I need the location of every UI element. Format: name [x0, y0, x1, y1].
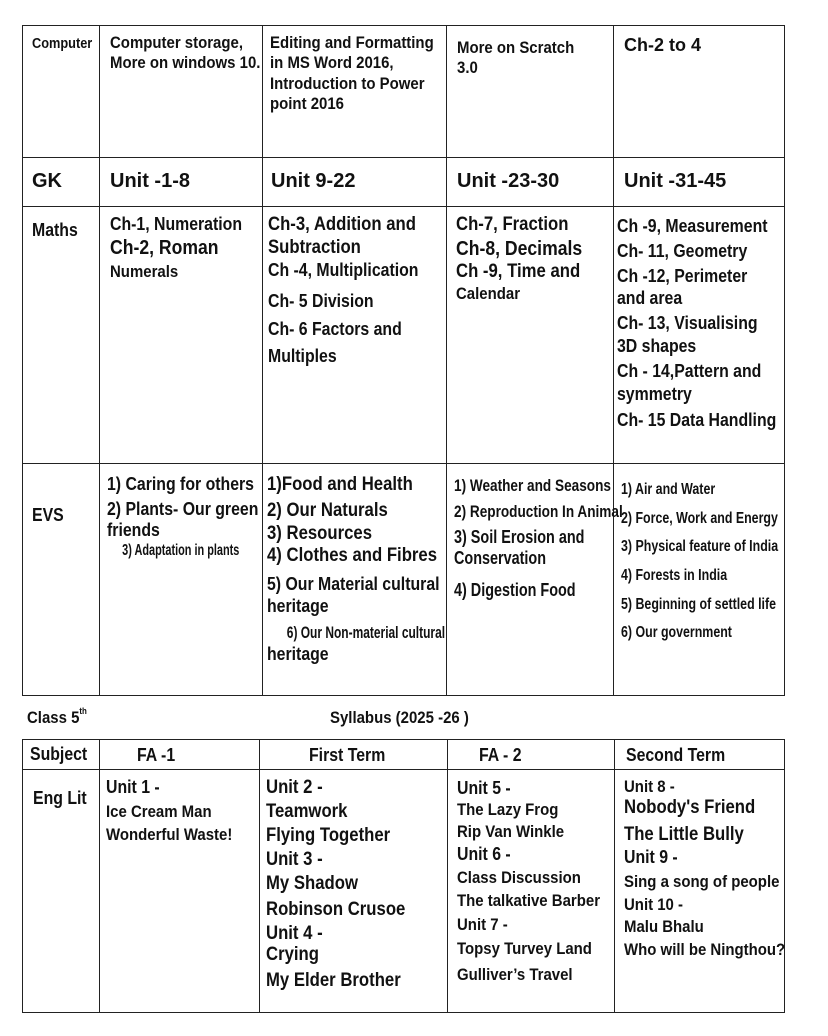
computer-subject: Computer	[32, 36, 93, 52]
maths-col2	[268, 214, 418, 368]
list-item: 3) Physical feature of India	[621, 538, 779, 556]
list-item: 4) Forests in India	[621, 567, 728, 585]
list-item: Unit 1 -	[106, 777, 160, 797]
class-label	[27, 708, 87, 728]
grid-line	[259, 739, 260, 1013]
list-item: 1) Air and Water	[621, 481, 716, 498]
grid-line	[22, 463, 785, 464]
list-item: Ch-3, Addition and	[268, 214, 416, 235]
gk-subject: GK	[32, 170, 62, 192]
list-item: Conservation	[454, 548, 547, 569]
computer-col2: Editing and Formatting in MS Word 2016, Introduction to Power point 2016	[270, 33, 434, 114]
grid-line	[99, 739, 100, 1013]
evs-col2	[267, 474, 465, 665]
list-item: My Elder Brother	[266, 969, 401, 991]
evs-subject: EVS	[32, 505, 64, 525]
list-item: Malu Bhalu	[624, 917, 704, 937]
grid-line	[22, 739, 23, 1013]
computer-col4: Ch-2 to 4	[624, 35, 702, 55]
list-item: My Shadow	[266, 872, 358, 894]
evs-col1	[107, 474, 258, 560]
list-item: 5) Beginning of settled life	[621, 595, 777, 613]
list-item: 2) Plants- Our green	[107, 498, 259, 519]
list-item: Unit 6 -	[457, 844, 511, 865]
eng-lit-second-term	[624, 777, 785, 960]
list-item: 3D shapes	[617, 335, 697, 356]
gk-col3: Unit -23-30	[457, 170, 560, 192]
list-item: Teamwork	[266, 800, 348, 822]
grid-line	[784, 25, 785, 696]
list-item: Ch-7, Fraction	[456, 214, 569, 235]
list-item: 4) Digestion Food	[454, 579, 576, 600]
list-item: Wonderful Waste!	[106, 824, 233, 844]
list-item: Rip Van Winkle	[457, 821, 565, 841]
list-item: 2) Force, Work and Energy	[621, 509, 778, 527]
header-fa2: FA - 2	[479, 745, 522, 765]
list-item: The Lazy Frog	[457, 799, 559, 819]
list-item: Ch- 11, Geometry	[617, 241, 748, 262]
list-item: 4) Clothes and Fibres	[267, 545, 438, 567]
list-item: 3) Soil Erosion and	[454, 526, 585, 547]
list-item: Unit 5 -	[457, 778, 511, 798]
list-item: Ch-8, Decimals	[456, 237, 583, 260]
grid-line	[22, 739, 785, 740]
list-item: Ch- 13, Visualising	[617, 312, 758, 333]
list-item: Ch -12, Perimeter	[617, 266, 748, 287]
list-item: Unit 8 -	[624, 777, 675, 796]
evs-col4	[621, 476, 778, 648]
list-item: 6) Our Non-material cultural	[286, 623, 446, 643]
list-item: Multiples	[268, 346, 337, 367]
list-item: friends	[107, 520, 160, 541]
list-item: heritage	[267, 595, 329, 616]
list-item: Ch - 14,Pattern and	[617, 361, 762, 382]
list-item: Unit 10 -	[624, 894, 684, 914]
computer-col3: More on Scratch 3.0	[457, 38, 575, 78]
list-item: symmetry	[617, 384, 692, 405]
grid-line	[614, 739, 615, 1013]
list-item: 3) Adaptation in plants	[122, 541, 240, 559]
maths-col3	[456, 214, 582, 304]
syllabus-title: Syllabus (2025 -26 )	[330, 708, 469, 727]
eng-lit-subject: Eng Lit	[33, 788, 87, 808]
list-item: Subtraction	[268, 236, 361, 258]
list-item: 1) Caring for others	[107, 474, 254, 494]
header-fa1: FA -1	[137, 745, 176, 765]
list-item: 2) Reproduction In Animal	[454, 502, 623, 522]
list-item: Calendar	[456, 283, 521, 303]
list-item: Ch -9, Time and	[456, 260, 581, 282]
gk-col2: Unit 9-22	[271, 170, 356, 192]
list-item: Robinson Crusoe	[266, 898, 406, 920]
class-label-text: Class 5	[27, 708, 80, 727]
list-item: Crying	[266, 943, 319, 965]
list-item: Ch-1, Numeration	[110, 214, 243, 234]
list-item: Ch- 15 Data Handling	[617, 409, 777, 430]
grid-line	[22, 157, 785, 158]
evs-col3	[454, 476, 623, 602]
grid-line	[22, 769, 785, 770]
list-item: Ice Cream Man	[106, 801, 212, 821]
computer-col1: Computer storage, More on windows 10.	[110, 33, 261, 73]
grid-line	[22, 1012, 785, 1013]
list-item: The Little Bully	[624, 824, 744, 846]
list-item: heritage	[267, 643, 329, 664]
list-item: Numerals	[110, 261, 179, 281]
list-item: Flying Together	[266, 824, 391, 846]
class-label-suffix: th	[79, 706, 87, 717]
list-item: Topsy Turvey Land	[457, 939, 592, 959]
list-item: 6) Our government	[621, 624, 732, 642]
list-item: Sing a song of people	[624, 871, 780, 891]
eng-lit-first-term	[266, 776, 405, 992]
list-item: Unit 9 -	[624, 846, 678, 867]
list-item: Ch- 5 Division	[268, 291, 374, 312]
list-item: Gulliver’s Travel	[457, 964, 573, 984]
list-item: Ch-2, Roman	[110, 236, 219, 259]
header-second-term: Second Term	[626, 745, 726, 765]
list-item: Who will be Ningthou?	[624, 939, 786, 959]
gk-col4: Unit -31-45	[624, 170, 727, 192]
list-item: and area	[617, 287, 683, 308]
maths-subject: Maths	[32, 220, 78, 240]
grid-line	[22, 206, 785, 207]
list-item: Unit 4 -	[266, 922, 323, 944]
grid-line	[99, 25, 100, 696]
list-item: Unit 7 -	[457, 914, 508, 934]
maths-col1	[110, 214, 242, 282]
list-item: 1)Food and Health	[267, 474, 413, 495]
grid-line	[22, 695, 785, 696]
header-subject: Subject	[30, 744, 88, 764]
list-item: Unit 3 -	[266, 848, 323, 870]
grid-line	[22, 25, 23, 696]
list-item: The talkative Barber	[457, 891, 601, 911]
header-first-term: First Term	[309, 745, 386, 765]
eng-lit-fa1	[106, 777, 232, 845]
grid-line	[447, 739, 448, 1013]
list-item: Ch -9, Measurement	[617, 216, 768, 236]
list-item: Nobody's Friend	[624, 797, 756, 819]
grid-line	[262, 25, 263, 696]
gk-col1: Unit -1-8	[110, 170, 190, 192]
list-item: Class Discussion	[457, 867, 581, 887]
list-item: 5) Our Material cultural	[267, 574, 440, 595]
maths-col4	[617, 214, 776, 433]
grid-line	[22, 25, 785, 26]
list-item: 3) Resources	[267, 522, 373, 544]
list-item: Unit 2 -	[266, 777, 323, 798]
list-item: Ch- 6 Factors and	[268, 318, 402, 339]
list-item: 2) Our Naturals	[267, 499, 388, 521]
eng-lit-fa2	[457, 778, 600, 985]
list-item: 1) Weather and Seasons	[454, 476, 611, 495]
list-item: Ch -4, Multiplication	[268, 259, 419, 280]
